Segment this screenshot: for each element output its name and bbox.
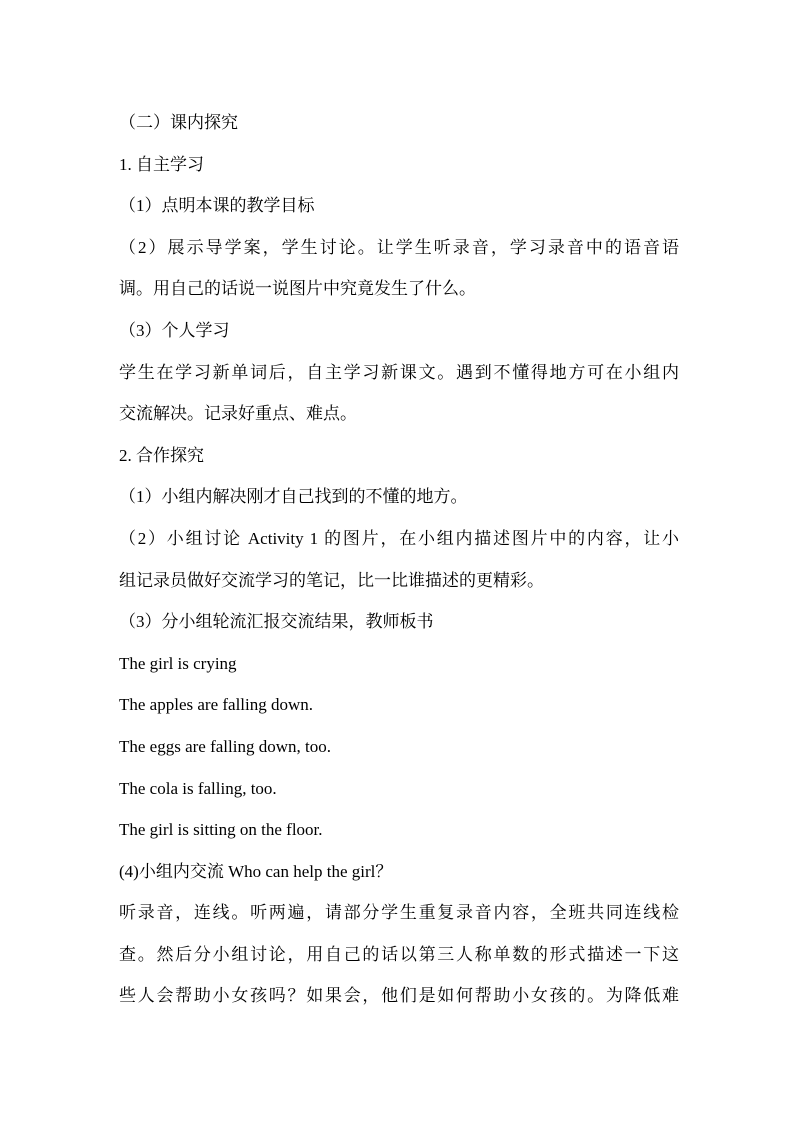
text-line: （2）小组讨论 Activity 1 的图片，在小组内描述图片中的内容，让小 bbox=[119, 528, 679, 548]
text-line: 组记录员做好交流学习的笔记，比一比谁描述的更精彩。 bbox=[119, 570, 544, 590]
text-line: 调。用自己的话说一说图片中究竟发生了什么。 bbox=[119, 279, 476, 299]
text-line: （3）分小组轮流汇报交流结果，教师板书 bbox=[119, 612, 434, 632]
text-line: 些人会帮助小女孩吗？如果会，他们是如何帮助小女孩的。为降低难 bbox=[119, 986, 679, 1006]
text-line: The apples are falling down. bbox=[119, 695, 314, 715]
text-line: 学生在学习新单词后，自主学习新课文。遇到不懂得地方可在小组内 bbox=[119, 362, 679, 382]
document-body bbox=[119, 102, 679, 1017]
text-line: 2. 合作探究 bbox=[119, 445, 204, 465]
text-line: （1）小组内解决刚才自己找到的不懂的地方。 bbox=[119, 487, 468, 507]
text-line: The eggs are falling down, too. bbox=[119, 736, 331, 756]
text-line: 交流解决。记录好重点、难点。 bbox=[119, 404, 357, 424]
text-line: （1）点明本课的教学目标 bbox=[119, 196, 315, 216]
text-line: (4)小组内交流 Who can help the girl？ bbox=[119, 861, 393, 881]
text-line: 听录音，连线。听两遍，请部分学生重复录音内容，全班共同连线检 bbox=[119, 903, 679, 923]
text-line: （2）展示导学案，学生讨论。让学生听录音，学习录音中的语音语 bbox=[119, 237, 679, 257]
text-line: The cola is falling, too. bbox=[119, 778, 277, 798]
text-line: 查。然后分小组讨论，用自己的话以第三人称单数的形式描述一下这 bbox=[119, 944, 679, 964]
text-line: The girl is sitting on the floor. bbox=[119, 820, 323, 840]
text-line: （3）个人学习 bbox=[119, 320, 230, 340]
text-line: The girl is crying bbox=[119, 653, 237, 673]
text-line: 1. 自主学习 bbox=[119, 154, 204, 174]
text-line: （二）课内探究 bbox=[119, 113, 238, 132]
